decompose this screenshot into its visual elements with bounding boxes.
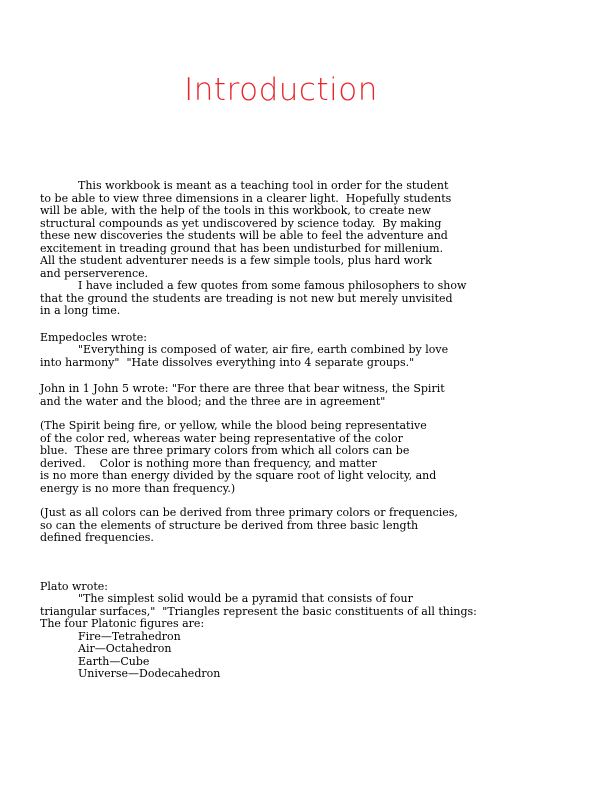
list-item: Fire—Tetrahedron — [78, 629, 181, 643]
text-line: derived. Color is nothing more than frequency, and matter — [40, 456, 377, 470]
list-item: Earth—Cube — [78, 654, 150, 668]
text-line: these new discoveries the students will be able to feel the adventure and — [40, 229, 448, 242]
text-line: excitement in treading ground that has been undisturbed for millenium. — [40, 241, 444, 255]
empedocles-quote — [40, 332, 575, 370]
list-item: Universe—Dodecahedron — [78, 667, 221, 680]
text-line: that the ground the students are treading is not new but merely unvisited — [40, 291, 453, 305]
intro-paragraph — [40, 180, 575, 318]
text-line: into harmony" "Hate dissolves everything into 4 separate groups." — [40, 355, 415, 369]
text-line: "The simplest solid would be a pyramid that consists of four — [78, 592, 413, 605]
document-body — [40, 180, 575, 681]
spirit-note — [40, 420, 575, 495]
text-line: so can the elements of structure be derived from three basic length — [40, 518, 419, 532]
page-title: Introduction — [184, 72, 378, 108]
john-quote — [40, 383, 575, 408]
text-line: defined frequencies. — [40, 531, 154, 544]
text-line: of the color red, whereas water being representative of the color — [40, 431, 403, 445]
text-line: (Just as all colors can be derived from three primary colors or frequencies, — [40, 506, 458, 519]
text-line: structural compounds as yet undiscovered by science today. By making — [40, 216, 442, 230]
plato-quote — [40, 581, 575, 681]
text-line: and the water and the blood; and the three are in agreement" — [40, 394, 386, 408]
text-line: in a long time. — [40, 304, 121, 317]
text-line: will be able, with the help of the tools in this workbook, to create new — [40, 204, 431, 217]
text-line: blue. These are three primary colors from which all colors can be — [40, 444, 410, 457]
text-line: This workbook is meant as a teaching tool in order for the student — [78, 179, 449, 192]
list-item: Air—Octahedron — [78, 642, 172, 655]
text-line: I have included a few quotes from some famous philosophers to show — [78, 279, 467, 292]
text-line: is no more than energy divided by the square root of light velocity, and — [40, 469, 437, 482]
text-line: triangular surfaces," "Triangles represent the basic constituents of all things: — [40, 604, 477, 618]
text-line: The four Platonic figures are: — [40, 617, 205, 630]
text-line: "Everything is composed of water, air fire, earth combined by love — [78, 343, 449, 356]
colors-note — [40, 507, 575, 545]
text-line: All the student adventurer needs is a few simple tools, plus hard work — [40, 254, 432, 267]
text-line: and perserverence. — [40, 266, 149, 280]
text-line: John in 1 John 5 wrote: "For there are three that bear witness, the Spirit — [40, 382, 445, 395]
quote-heading: Empedocles wrote: — [40, 330, 147, 344]
text-line: (The Spirit being fire, or yellow, while the blood being representative — [40, 419, 427, 432]
text-line: energy is no more than frequency.) — [40, 481, 236, 495]
text-line: to be able to view three dimensions in a clearer light. Hopefully students — [40, 191, 452, 205]
quote-heading: Plato wrote: — [40, 579, 108, 593]
